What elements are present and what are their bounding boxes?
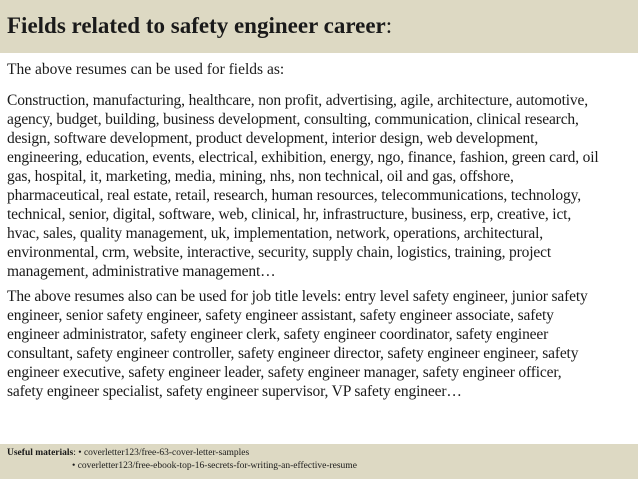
job-levels-line: consultant, safety engineer controller, safety engineer director, safety engineer engineer, safety [7, 345, 579, 362]
fields-line: design, software development, product development, interior design, web development, [7, 130, 539, 147]
intro-text: The above resumes can be used for fields as: [7, 61, 285, 78]
footer-link[interactable]: • coverletter123/free-ebook-top-16-secrets-for-writing-an-effective-resume [72, 461, 357, 471]
fields-line: hvac, sales, quality management, uk, implementation, network, operations, architectural, [7, 225, 544, 242]
job-levels-line: safety engineer specialist, safety engineer supervisor, VP safety engineer… [7, 383, 462, 400]
job-levels-line: The above resumes also can be used for job title levels: entry level safety engineer, junior safety [7, 288, 588, 305]
page-title-colon: : [385, 13, 393, 38]
fields-line: pharmaceutical, real estate, retail, research, human resources, telecommunications, technology, [7, 187, 581, 204]
job-levels-line: engineer, senior safety engineer, safety engineer assistant, safety engineer associate, safety [7, 307, 554, 324]
fields-line: management, administrative management… [7, 263, 276, 280]
footer-separator: : [73, 448, 79, 458]
footer-row-second [7, 460, 357, 473]
footer-label: Useful materials [7, 448, 74, 458]
footer [7, 447, 357, 473]
fields-line: gas, hospital, it, marketing, media, mining, nhs, non technical, oil and gas, offshore, [7, 168, 514, 185]
page-title [7, 10, 638, 42]
title-bar [0, 0, 638, 53]
page-title-text: Fields related to safety engineer career [7, 13, 386, 38]
slide-content [7, 60, 633, 407]
fields-line: technical, senior, digital, software, web, clinical, hr, infrastructure, business, erp, creative, ict, [7, 206, 572, 223]
fields-line: environmental, crm, website, interactive, security, supply chain, logistics, training, project [7, 244, 552, 261]
job-levels-paragraph [7, 287, 633, 401]
fields-line: Construction, manufacturing, healthcare, non profit, advertising, agile, architecture, automotive, [7, 92, 588, 109]
job-levels-line: engineer administrator, safety engineer clerk, safety engineer coordinator, safety engineer [7, 326, 549, 343]
fields-line: engineering, education, events, electrical, exhibition, energy, ngo, finance, fashion, green card, oil [7, 149, 599, 166]
footer-row-first [7, 447, 357, 460]
fields-line: agency, budget, building, business development, consulting, communication, clinical research, [7, 111, 579, 128]
fields-paragraph [7, 91, 633, 281]
footer-link[interactable]: • coverletter123/free-63-cover-letter-samples [78, 448, 250, 458]
job-levels-line: engineer executive, safety engineer leader, safety engineer manager, safety engineer officer, [7, 364, 562, 381]
